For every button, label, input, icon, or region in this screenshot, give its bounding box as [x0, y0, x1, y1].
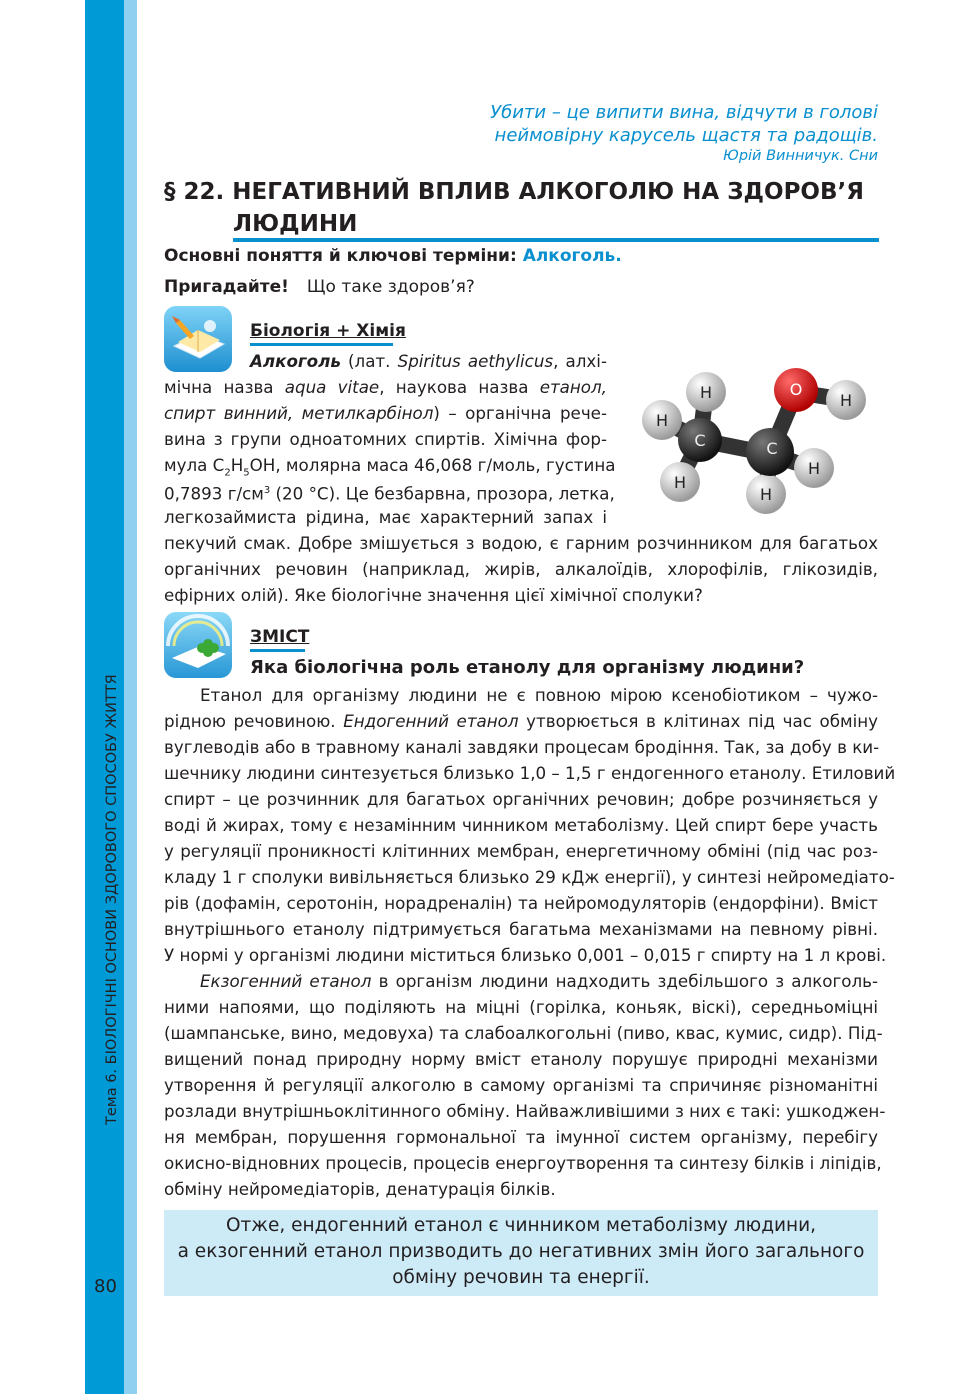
bio-text-line-7: легкозаймиста рідина, має характерний запах і: [164, 507, 607, 527]
ethanol-molecule-model: [640, 362, 880, 522]
p2-line-3: (шампанське, вино, медовуха) та слабоалкогольні (пиво, квас, кумис, сидр). Під-: [164, 1023, 883, 1043]
bio-text-line-10: ефірних олій). Яке біологічне значення цієї хімічної сполуки?: [164, 585, 703, 605]
p2-line-8: окисно-відновних процесів, процесів енергоутворення та синтезу білків і ліпідів,: [164, 1153, 882, 1173]
p1-line-1: Етанол для організму людини не є повною мірою ксенобіотиком – чужо-: [200, 685, 878, 705]
p2-line-4: вищений понад природну норму вміст етанолу порушує природні механізми: [164, 1049, 878, 1069]
p2-line-7: ня мембран, порушення гормональної та імунної систем організму, перебігу: [164, 1127, 878, 1147]
p1-line-9: рів (дофамін, серотонін, норадреналін) та нейромодуляторів (ендорфіни). Вміст: [164, 893, 878, 913]
bio-text-line-2: мічна назва aqua vitae, наукова назва етанол,: [164, 377, 607, 397]
key-terms: [164, 245, 622, 267]
p1-line-3: вуглеводів або в травному каналі завдяки процесам бродіння. Так, за добу в ки-: [164, 737, 880, 757]
key-term-alcohol: Алкоголь.: [522, 246, 622, 266]
atom-label: H: [699, 383, 713, 402]
p2-line-1: Екзогенний етанол в організм людини надходить здебільшого з алкоголь-: [200, 971, 878, 991]
p1-line-4: шечнику людини синтезується близько 1,0 – 1,5 г ендогенного етанолу. Етиловий: [164, 763, 896, 783]
biology-chemistry-underline: [250, 343, 393, 346]
recall-prompt: [164, 276, 475, 298]
content-section-label: ЗМІСТ: [250, 627, 310, 647]
content-section-underline: [250, 649, 305, 652]
p2-line-6: розлади внутрішньоклітинного обміну. Найважливішими з них є такі: ушкоджен-: [164, 1101, 886, 1121]
page-number: 80: [94, 1276, 117, 1297]
biology-chemistry-icon: [164, 306, 232, 372]
p1-line-8: кладу 1 г сполуки вивільняється близько 29 кДж енергії), у синтезі нейромедіато-: [164, 867, 895, 887]
p1-line-10: внутрішнього етанолу підтримується багатьма механізмами на певному рівні.: [164, 919, 878, 939]
key-terms-label: Основні поняття й ключові терміни:: [164, 246, 517, 266]
atom-label: H: [807, 459, 821, 478]
recall-label: Пригадайте!: [164, 277, 289, 297]
side-bar-stripe: [124, 0, 137, 1394]
recall-question: Що таке здоров’я?: [306, 277, 475, 297]
p1-line-5: спирт – це розчинник для багатьох органічних речовин; добре розчиняється у: [164, 789, 878, 809]
bio-text-line-6: 0,7893 $г/см^3$ (20 °C). Це безбарвна, прозора, летка,: [164, 483, 615, 504]
atom-label: C: [694, 431, 706, 450]
bio-text-line-9: органічних речовин (наприклад, жирів, алкалоїдів, хлорофілів, глікозидів,: [164, 559, 878, 579]
p1-line-11: У нормі у організмі людини міститься близько 0,001 – 0,015 г спирту на 1 л крові.: [164, 945, 887, 965]
biology-chemistry-label: Біологія + Хімія: [250, 321, 406, 341]
heading-underline: [233, 238, 879, 242]
section-question: Яка біологічна роль етанолу для організму людини?: [250, 657, 805, 678]
p2-line-2: ними напоями, що поділяють на міцні (горілка, коньяк, віскі), середньоміцні: [164, 997, 878, 1017]
atom-label: H: [655, 411, 669, 430]
summary-line-1: Отже, ендогенний етанол є чинником метаболізму людини,: [225, 1215, 817, 1236]
epigraph-line-2: неймовірну карусель щастя та радощів.: [494, 125, 878, 146]
section-heading-continued: ЛЮДИНИ: [233, 211, 358, 237]
p1-line-7: у регуляції проникності клітинних мембран, енергетичному обміні (під час роз-: [164, 841, 878, 861]
epigraph-author: Юрій Винничук. Сни: [723, 148, 878, 164]
bio-text-line-8: пекучий смак. Добре змішується з водою, є гарним розчинником для багатьох: [164, 533, 878, 553]
bio-text-line-3: спирт винний, метилкарбінол) – органічна рече-: [164, 403, 607, 423]
section-heading: § 22. НЕГАТИВНИЙ ВПЛИВ АЛКОГОЛЮ НА ЗДОРОВ’Я: [164, 179, 864, 205]
content-section-icon: [164, 612, 232, 678]
p2-line-5: утворення й регуляції алкоголю в самому організмі та спричиняє різноманітні: [164, 1075, 878, 1095]
atom-label: H: [839, 391, 853, 410]
p1-line-6: воді й жирах, тому є незамінним чинником метаболізму. Цей спирт бере участь: [164, 815, 878, 835]
summary-line-3: обміну речовин та енергії.: [392, 1267, 650, 1288]
bio-text-line-1: Алкоголь (лат. Spiritus aethylicus, алхі-: [250, 351, 607, 371]
atom-label: H: [673, 473, 687, 492]
p2-line-9: обміну нейромедіаторів, денатурація білків.: [164, 1179, 556, 1199]
bio-text-line-5: мула $C_2H_5OH$, молярна маса 46,068 г/моль, густина: [164, 455, 616, 479]
atom-label: H: [759, 485, 773, 504]
bio-text-line-4: вина з групи одноатомних спиртів. Хімічна фор-: [164, 429, 607, 449]
epigraph-line-1: Убити – це випити вина, відчути в голові: [490, 102, 878, 123]
atom-label: O: [789, 380, 803, 399]
p1-line-2: рідною речовиною. Ендогенний етанол утворюється в клітинах під час обміну: [164, 711, 878, 731]
summary-line-2: а екзогенний етанол призводить до негативних змін його загального: [177, 1241, 865, 1262]
atom-label: C: [766, 439, 778, 458]
chapter-title: Тема 6. БІОЛОГІЧНІ ОСНОВИ ЗДОРОВОГО СПОСОБУ ЖИТТЯ: [104, 674, 120, 1125]
